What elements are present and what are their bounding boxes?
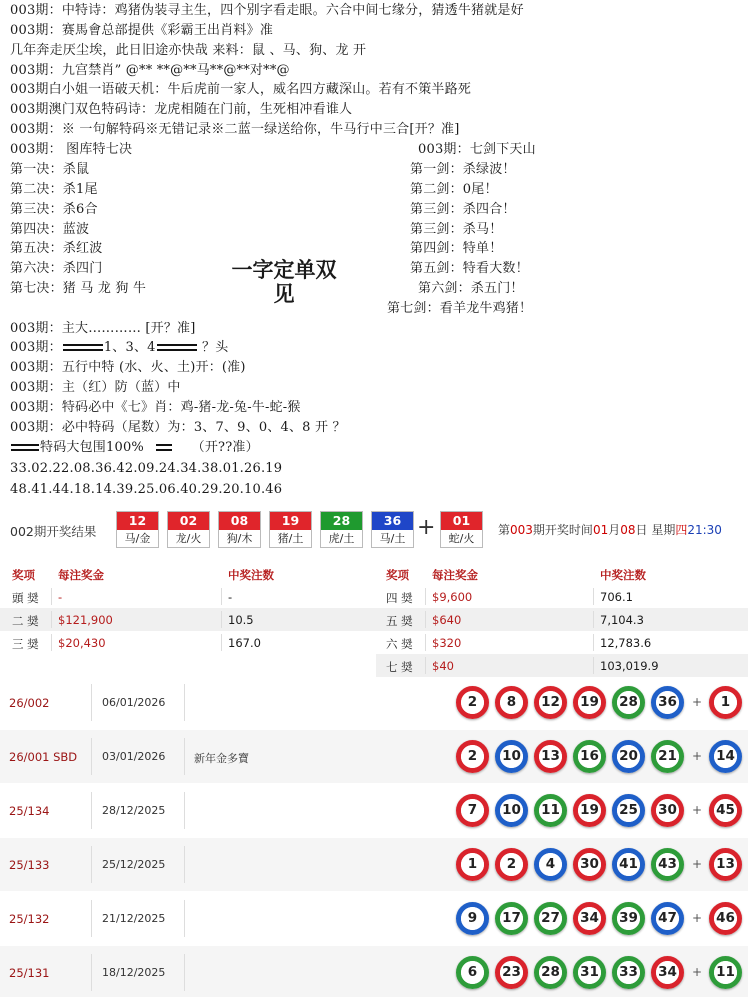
result-ball bbox=[440, 511, 483, 548]
cell-divider bbox=[184, 792, 185, 829]
number-ball bbox=[651, 686, 684, 719]
cell-divider bbox=[91, 954, 92, 991]
number-ball bbox=[456, 902, 489, 935]
number-ball bbox=[651, 740, 684, 773]
ball-zodiac: 狗/木 bbox=[226, 532, 253, 545]
cell-divider bbox=[184, 954, 185, 991]
plus-sign: + bbox=[417, 515, 436, 540]
draw-history-list bbox=[0, 676, 748, 997]
ball-number: 12 bbox=[117, 512, 158, 530]
seven-rule: 第六决：杀四门 bbox=[10, 261, 103, 276]
number-ball bbox=[534, 740, 567, 773]
seven-rule: 第七决：猪 马 龙 狗 牛 bbox=[10, 281, 147, 296]
ball-number: 34 bbox=[656, 961, 679, 984]
number-ball bbox=[534, 686, 567, 719]
number-ball bbox=[456, 956, 489, 989]
seven-sword: 第六剑：杀五门！ bbox=[418, 281, 524, 296]
number-ball bbox=[651, 794, 684, 827]
number-ball bbox=[573, 848, 606, 881]
prize-cell: 7,104.3 bbox=[600, 613, 644, 627]
draw-issue: 26/001 SBD bbox=[9, 750, 78, 764]
cell-divider bbox=[425, 611, 426, 628]
prize-cell: 167.0 bbox=[228, 636, 261, 650]
ball-number: 10 bbox=[500, 799, 523, 822]
ball-number: 4 bbox=[539, 853, 562, 876]
prize-cell: - bbox=[228, 590, 233, 604]
prize-cell: 七 奨 bbox=[386, 660, 413, 674]
number-ball bbox=[612, 740, 645, 773]
prize-cell: - bbox=[58, 590, 63, 604]
number-ball bbox=[495, 956, 528, 989]
prize-cell: $9,600 bbox=[432, 590, 473, 604]
prize-row bbox=[0, 608, 748, 631]
prize-cell: 103,019.9 bbox=[600, 659, 659, 673]
cell-divider bbox=[593, 611, 594, 628]
ball-number: 1 bbox=[714, 691, 737, 714]
ball-number: 25 bbox=[617, 799, 640, 822]
plus-sign: + bbox=[692, 965, 703, 979]
result-ball bbox=[218, 511, 261, 548]
number-ball bbox=[534, 794, 567, 827]
number-ball bbox=[612, 848, 645, 881]
ball-number: 6 bbox=[461, 961, 484, 984]
ball-number: 2 bbox=[500, 853, 523, 876]
block-mark bbox=[156, 444, 172, 451]
cell-divider bbox=[221, 634, 222, 651]
cell-divider bbox=[184, 738, 185, 775]
seven-rule: 第一决：杀鼠 bbox=[10, 162, 90, 177]
ball-zodiac: 马/土 bbox=[379, 532, 406, 545]
ball-number: 28 bbox=[321, 512, 362, 530]
history-row bbox=[0, 676, 748, 729]
ball-number: 8 bbox=[500, 691, 523, 714]
ball-number: 2 bbox=[461, 745, 484, 768]
ball-number: 19 bbox=[578, 691, 601, 714]
plus-sign: + bbox=[692, 695, 703, 709]
ball-number: 20 bbox=[617, 745, 640, 768]
ball-number: 1 bbox=[461, 853, 484, 876]
seven-sword: 第一剑：杀绿波！ bbox=[410, 162, 516, 177]
number-ball bbox=[495, 902, 528, 935]
draw-issue: 25/132 bbox=[9, 912, 50, 926]
column-header: 奖项 bbox=[386, 568, 409, 582]
number-ball bbox=[612, 794, 645, 827]
cell-divider bbox=[91, 846, 92, 883]
number-ball bbox=[534, 848, 567, 881]
number-ball bbox=[573, 794, 606, 827]
ball-number: 45 bbox=[714, 799, 737, 822]
prize-row bbox=[0, 631, 748, 654]
number-ball bbox=[456, 794, 489, 827]
cell-divider bbox=[184, 846, 185, 883]
draw-result-label: 002期开奖结果 bbox=[10, 524, 97, 539]
poem-line: 003期：九宫禁肖” @** **@**马**@**对**@ bbox=[10, 63, 290, 78]
number-ball bbox=[495, 794, 528, 827]
ball-number: 7 bbox=[461, 799, 484, 822]
ball-number: 08 bbox=[219, 512, 260, 530]
plus-sign: + bbox=[692, 803, 703, 817]
special-number-ball bbox=[709, 848, 742, 881]
ball-number: 36 bbox=[656, 691, 679, 714]
ball-number: 23 bbox=[500, 961, 523, 984]
number-ball bbox=[573, 902, 606, 935]
cell-divider bbox=[593, 634, 594, 651]
result-ball bbox=[320, 511, 363, 548]
single-double-headline: 一字定单双 见 bbox=[231, 257, 337, 306]
number-ball bbox=[495, 740, 528, 773]
ball-number: 46 bbox=[714, 907, 737, 930]
cell-divider bbox=[91, 738, 92, 775]
poem-line: 003期：必中特码（尾数）为：3、7、9、0、4、8 开 ？ bbox=[10, 420, 346, 435]
ball-number: 2 bbox=[461, 691, 484, 714]
draw-name: 新年金多寶 bbox=[194, 752, 249, 765]
prize-cell: 二 奨 bbox=[12, 614, 39, 628]
result-ball bbox=[116, 511, 159, 548]
cell-divider bbox=[51, 588, 52, 605]
block-mark bbox=[157, 344, 197, 351]
plus-sign: + bbox=[692, 911, 703, 925]
ball-zodiac: 龙/火 bbox=[175, 532, 202, 545]
number-ball bbox=[456, 740, 489, 773]
cell-divider bbox=[91, 684, 92, 721]
cell-divider bbox=[221, 611, 222, 628]
ball-zodiac: 蛇/火 bbox=[448, 532, 475, 545]
number-ball bbox=[573, 740, 606, 773]
column-header: 每注奖金 bbox=[432, 568, 478, 582]
ball-number: 16 bbox=[578, 745, 601, 768]
number-ball bbox=[573, 956, 606, 989]
number-list: 33.02.22.08.36.42.09.24.34.38.01.26.19 bbox=[10, 461, 283, 476]
prize-row bbox=[0, 585, 748, 608]
result-ball bbox=[371, 511, 414, 548]
draw-issue: 26/002 bbox=[9, 696, 50, 710]
draw-date: 28/12/2025 bbox=[102, 804, 166, 817]
cell-divider bbox=[51, 611, 52, 628]
number-ball bbox=[495, 848, 528, 881]
history-row bbox=[0, 892, 748, 945]
number-ball bbox=[612, 686, 645, 719]
ball-number: 13 bbox=[539, 745, 562, 768]
cell-divider bbox=[184, 900, 185, 937]
result-ball bbox=[167, 511, 210, 548]
cell-divider bbox=[593, 588, 594, 605]
number-ball bbox=[495, 686, 528, 719]
ball-number: 28 bbox=[617, 691, 640, 714]
cell-divider bbox=[425, 588, 426, 605]
next-draw-time: 第003期开奖时间01月08日 星期四21:30 bbox=[498, 523, 722, 537]
poem-line: 003期：特码必中《七》肖：鸡-猪-龙-兔-牛-蛇-猴 bbox=[10, 400, 301, 415]
seven-rule: 第四决：蓝波 bbox=[10, 222, 90, 237]
ball-number: 30 bbox=[656, 799, 679, 822]
ball-number: 43 bbox=[656, 853, 679, 876]
poem-line: 003期：五行中特 (水、火、土)开：(准) bbox=[10, 360, 246, 375]
seven-sword: 第三剑：杀四合！ bbox=[410, 202, 516, 217]
draw-issue: 25/133 bbox=[9, 858, 50, 872]
cell-divider bbox=[221, 588, 222, 605]
ball-number: 19 bbox=[270, 512, 311, 530]
prize-table bbox=[0, 560, 748, 676]
ball-number: 14 bbox=[714, 745, 737, 768]
ball-number: 30 bbox=[578, 853, 601, 876]
ball-number: 17 bbox=[500, 907, 523, 930]
special-number-ball bbox=[709, 902, 742, 935]
plus-sign: + bbox=[692, 749, 703, 763]
column-header: 每注奖金 bbox=[58, 568, 104, 582]
history-row bbox=[0, 946, 748, 997]
ball-number: 47 bbox=[656, 907, 679, 930]
ball-number: 02 bbox=[168, 512, 209, 530]
draw-issue: 25/131 bbox=[9, 966, 50, 980]
seven-sword: 第二剑：0尾！ bbox=[410, 182, 498, 197]
draw-date: 18/12/2025 bbox=[102, 966, 166, 979]
number-ball bbox=[612, 956, 645, 989]
number-ball bbox=[456, 848, 489, 881]
special-number-ball bbox=[709, 686, 742, 719]
seven-sword: 第七剑：看羊龙牛鸡猪！ bbox=[387, 301, 533, 316]
prize-cell: $40 bbox=[432, 659, 454, 673]
prize-cell: 12,783.6 bbox=[600, 636, 652, 650]
number-ball bbox=[651, 956, 684, 989]
seven-rule: 第五决：杀红波 bbox=[10, 241, 103, 256]
history-row bbox=[0, 784, 748, 837]
poem-line: 003期： 图库特七决 bbox=[10, 142, 133, 157]
number-ball bbox=[651, 848, 684, 881]
prize-cell: 10.5 bbox=[228, 613, 254, 627]
cell-divider bbox=[51, 634, 52, 651]
ball-number: 01 bbox=[441, 512, 482, 530]
special-number-ball bbox=[709, 740, 742, 773]
cell-divider bbox=[425, 634, 426, 651]
poem-line: 003期：中特诗：鸡猪伪装寻主生，四个别字看走眼。六合中间七缘分，猜透牛猪就是好 bbox=[10, 3, 524, 18]
number-ball bbox=[612, 902, 645, 935]
block-mark bbox=[63, 344, 103, 351]
prize-cell: $20,430 bbox=[58, 636, 106, 650]
poem-line: 003期：主（红）防（蓝）中 bbox=[10, 380, 181, 395]
ball-zodiac: 虎/土 bbox=[328, 532, 355, 545]
history-row bbox=[0, 838, 748, 891]
prize-cell: 頭 奨 bbox=[12, 591, 39, 605]
column-header: 奖项 bbox=[12, 568, 35, 582]
ball-number: 21 bbox=[656, 745, 679, 768]
special-number-ball bbox=[709, 956, 742, 989]
ball-number: 19 bbox=[578, 799, 601, 822]
prize-cell: $640 bbox=[432, 613, 462, 627]
draw-result-bar bbox=[0, 507, 748, 552]
ball-number: 9 bbox=[461, 907, 484, 930]
prize-cell: 706.1 bbox=[600, 590, 633, 604]
history-row bbox=[0, 730, 748, 783]
draw-date: 03/01/2026 bbox=[102, 750, 166, 763]
cell-divider bbox=[184, 684, 185, 721]
ball-number: 34 bbox=[578, 907, 601, 930]
number-ball bbox=[456, 686, 489, 719]
number-list: 48.41.44.18.14.39.25.06.40.29.20.10.46 bbox=[10, 482, 283, 497]
ball-number: 11 bbox=[714, 961, 737, 984]
block-mark bbox=[11, 444, 39, 451]
ball-zodiac: 猪/土 bbox=[277, 532, 304, 545]
ball-number: 10 bbox=[500, 745, 523, 768]
number-ball bbox=[534, 956, 567, 989]
seven-sword: 第三剑：杀马！ bbox=[410, 222, 503, 237]
cell-divider bbox=[425, 657, 426, 674]
ball-number: 41 bbox=[617, 853, 640, 876]
prize-table-header bbox=[0, 562, 748, 585]
seven-sword: 第四剑：特单！ bbox=[410, 241, 503, 256]
number-ball bbox=[651, 902, 684, 935]
poem-line: 003期白小姐一语破天机：牛后虎前一家人，威名四方藏深山。若有不策半路死 bbox=[10, 82, 472, 97]
number-ball bbox=[573, 686, 606, 719]
cell-divider bbox=[91, 792, 92, 829]
ball-number: 13 bbox=[714, 853, 737, 876]
cell-divider bbox=[593, 657, 594, 674]
prize-cell: $320 bbox=[432, 636, 462, 650]
poem-line: 003期澳门双色特码诗：龙虎相随在门前，生死相冲看谁人 bbox=[10, 102, 353, 117]
draw-date: 06/01/2026 bbox=[102, 696, 166, 709]
ball-number: 33 bbox=[617, 961, 640, 984]
poem-line: 003期： 1、3、4 ？头 bbox=[10, 340, 229, 355]
poem-line: 003期：※ 一句解特码※无错记录※二蓝一绿送给你，牛马行中三合[开？准] bbox=[10, 122, 460, 137]
seven-rule: 第三决：杀6合 bbox=[10, 202, 98, 217]
cell-divider bbox=[91, 900, 92, 937]
special-number-ball bbox=[709, 794, 742, 827]
prize-cell: 五 奨 bbox=[386, 614, 413, 628]
seven-sword: 第五剑：特看大数！ bbox=[410, 261, 529, 276]
plus-sign: + bbox=[692, 857, 703, 871]
column-header: 中奖注数 bbox=[228, 568, 274, 582]
seven-sword-title: 003期：七剑下天山 bbox=[418, 142, 536, 157]
poem-line: 特码大包围100% （开??准） bbox=[10, 440, 259, 456]
prize-cell: 六 奨 bbox=[386, 637, 413, 651]
ball-number: 28 bbox=[539, 961, 562, 984]
prize-cell: 三 奨 bbox=[12, 637, 39, 651]
draw-issue: 25/134 bbox=[9, 804, 50, 818]
number-ball bbox=[534, 902, 567, 935]
prize-row bbox=[376, 654, 748, 677]
ball-zodiac: 马/金 bbox=[124, 532, 151, 545]
ball-number: 31 bbox=[578, 961, 601, 984]
ball-number: 36 bbox=[372, 512, 413, 530]
draw-date: 25/12/2025 bbox=[102, 858, 166, 871]
ball-number: 12 bbox=[539, 691, 562, 714]
seven-rule: 第二决：杀1尾 bbox=[10, 182, 98, 197]
column-header: 中奖注数 bbox=[600, 568, 646, 582]
ball-number: 11 bbox=[539, 799, 562, 822]
ball-number: 27 bbox=[539, 907, 562, 930]
draw-date: 21/12/2025 bbox=[102, 912, 166, 925]
prize-cell: $121,900 bbox=[58, 613, 113, 627]
result-ball bbox=[269, 511, 312, 548]
poem-line: 003期：主大………… [开？准] bbox=[10, 321, 196, 336]
poem-line: 003期：赛馬會总部提供《彩霸王出肖料》准 bbox=[10, 23, 274, 38]
prize-cell: 四 奨 bbox=[386, 591, 413, 605]
ball-number: 39 bbox=[617, 907, 640, 930]
poem-line: 几年奔走厌尘埃，此日旧途亦快哉 来料：鼠 、马、狗、龙 开 bbox=[10, 43, 367, 58]
